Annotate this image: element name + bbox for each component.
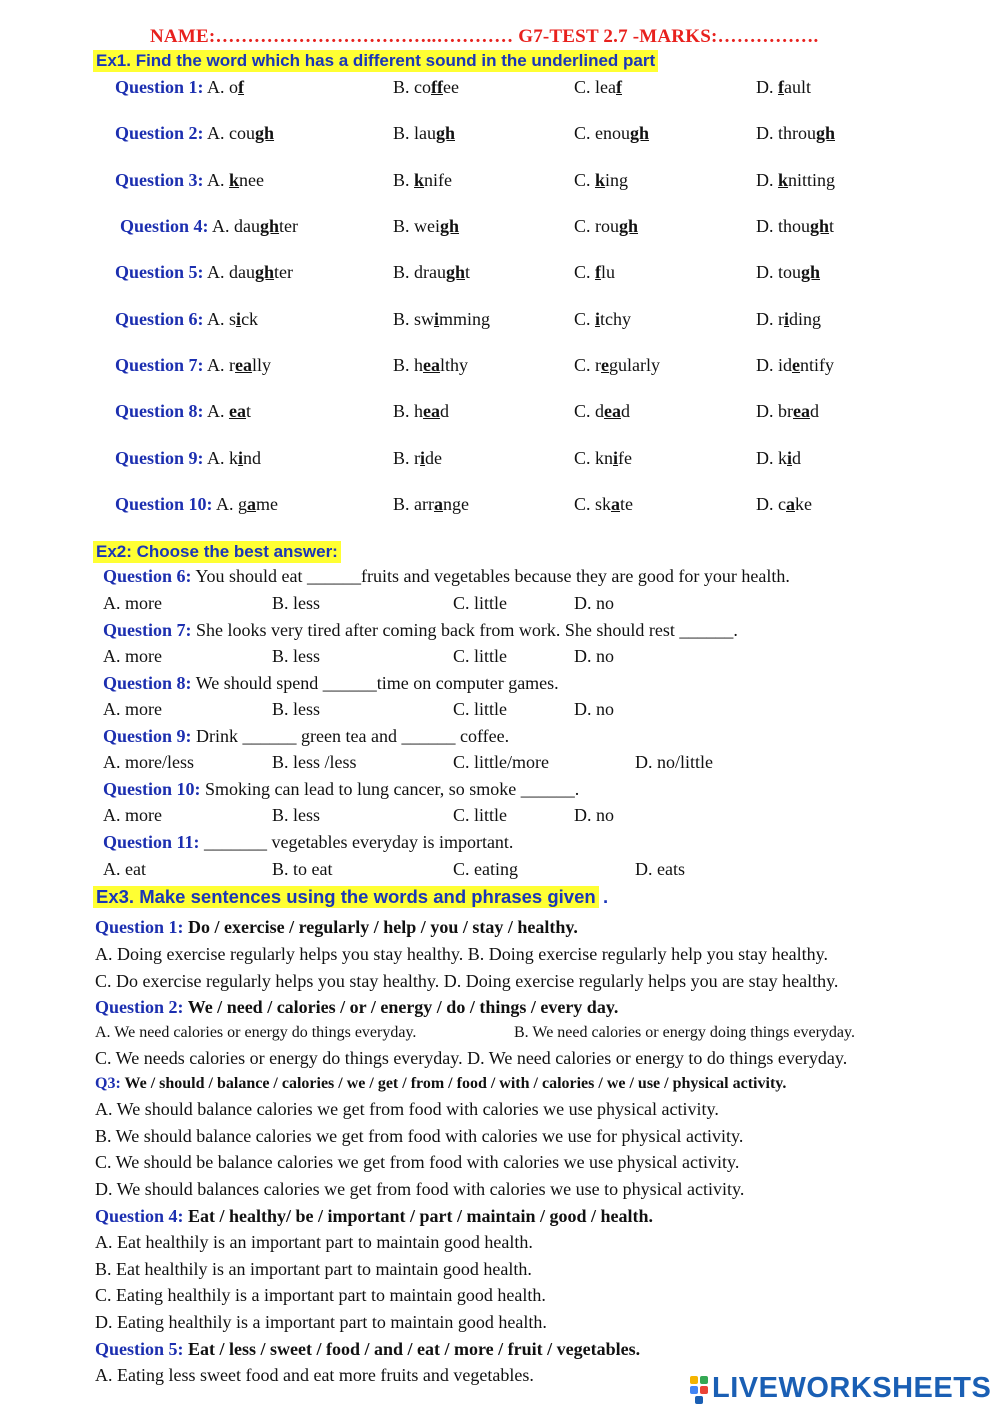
ex2-q8-option-a: A. more (103, 699, 162, 719)
ex3-question-3: Q3: We / should / balance / calories / we / get / from / food / with / calories / we / use / physical activity. (95, 1075, 787, 1092)
option-b: B. laugh (393, 123, 456, 143)
ex1-q6-option-c (574, 308, 631, 330)
ex2-q9-option-d: D. no/little (635, 752, 713, 772)
option-c: C. skate (574, 494, 634, 514)
ex3-q2-option-b: B. We need calories or energy doing things everyday. (514, 1024, 855, 1041)
ex1-q8-option-c (574, 400, 630, 422)
underlined-part: ea (229, 401, 247, 421)
ex2-question-11: Question 11: _______ vegetables everyday is important. (103, 832, 514, 852)
option-a: A. daughter (212, 216, 299, 236)
question-label: Question 9: (115, 448, 204, 468)
ex2-question-6: Question 6: You should eat ______fruits and vegetables because they are good for your health. (103, 566, 790, 586)
ex2-q7-option-b: B. less (272, 646, 321, 666)
ex3-q4-option-a: A. Eat healthily is an important part to maintain good health. (95, 1232, 533, 1252)
ex1-question-8 (115, 400, 251, 422)
ex2-q7-option-c: C. little (453, 646, 507, 666)
ex3-q3-option-c: C. We should be balance calories we get from food with calories we use physical activity. (95, 1152, 740, 1172)
ex3-question-5: Question 5: Eat / less / sweet / food / and / eat / more / fruit / vegetables. (95, 1339, 641, 1359)
exercise-1-heading: Ex1. Find the word which has a different sound in the underlined part (93, 50, 658, 72)
ex2-q8-option-d: D. no (574, 699, 614, 719)
ex2-q6-option-a: A. more (103, 593, 162, 613)
underlined-part: gh (619, 216, 639, 236)
option-c: C. knife (574, 448, 633, 468)
ex2-q10-option-a: A. more (103, 805, 162, 825)
underlined-part: gh (630, 123, 650, 143)
option-d: D. fault (756, 77, 811, 97)
exercise-3-heading: Ex3. Make sentences using the words and phrases given (93, 886, 599, 908)
option-d: D. knitting (756, 170, 836, 190)
option-c: C. king (574, 170, 629, 190)
ex2-q9-option-b: B. less /less (272, 752, 357, 772)
ex1-q5-option-c (574, 261, 615, 283)
ex1-q2-option-d (756, 122, 835, 144)
ex2-q6-option-b: B. less (272, 593, 321, 613)
ex2-q8-option-c: C. little (453, 699, 507, 719)
ex1-q4-option-c (574, 215, 638, 237)
option-a: A. daughter (207, 262, 294, 282)
liveworksheets-logo-icon (690, 1374, 710, 1404)
ex3-q2-options-cd: C. We needs calories or energy do things everyday. D. We need calories or energy to do things everyday. (95, 1048, 848, 1068)
liveworksheets-logo (690, 1372, 991, 1405)
exercise-2-heading: Ex2: Choose the best answer: (93, 541, 341, 563)
ex3-q1-options-cd: C. Do exercise regularly helps you stay healthy. D. Doing exercise regularly helps you are stay healthy. (95, 971, 839, 991)
ex2-q11-option-c: C. eating (453, 859, 518, 879)
option-b: B. coffee (393, 77, 459, 97)
ex3-q4-option-c: C. Eating healthily is a important part to maintain good health. (95, 1285, 546, 1305)
ex3-q3-option-d: D. We should balances calories we get from food with calories we use to physical activity. (95, 1179, 745, 1199)
underlined-part: a (433, 494, 443, 514)
ex1-q4-option-b (393, 215, 459, 237)
ex2-question-8: Question 8: We should spend ______time on computer games. (103, 673, 559, 693)
option-c: C. flu (574, 262, 616, 282)
underlined-part: i (434, 309, 440, 329)
option-c: C. rough (574, 216, 639, 236)
underlined-part: e (792, 355, 800, 375)
question-label: Question 8: (115, 401, 204, 421)
question-label: Question 10: (115, 494, 213, 514)
ex2-q6-option-c: C. little (453, 593, 507, 613)
ex3-q4-option-d: D. Eating healthily is a important part to maintain good health. (95, 1312, 547, 1332)
underlined-part: i (784, 309, 790, 329)
underlined-part: e (601, 355, 609, 375)
option-c: C. itchy (574, 309, 632, 329)
ex1-q3-option-c (574, 169, 628, 191)
option-b: B. swimming (393, 309, 491, 329)
underlined-part: ea (604, 401, 622, 421)
ex1-q1-option-b (393, 76, 459, 98)
underlined-part: gh (810, 216, 830, 236)
underlined-part: k (414, 170, 425, 190)
ex1-q5-option-b (393, 261, 470, 283)
ex1-q2-option-b (393, 122, 455, 144)
option-a: A. sick (207, 309, 259, 329)
ex3-q4-option-b: B. Eat healthily is an important part to maintain good health. (95, 1259, 532, 1279)
ex2-question-7: Question 7: She looks very tired after coming back from work. She should rest ______. (103, 620, 738, 640)
option-d: D. bread (756, 401, 819, 421)
ex2-q10-option-d: D. no (574, 805, 614, 825)
option-c: C. dead (574, 401, 631, 421)
ex1-question-2 (115, 122, 274, 144)
ex2-q9-option-c: C. little/more (453, 752, 549, 772)
underlined-part: ff (431, 77, 443, 97)
ex2-q11-option-b: B. to eat (272, 859, 333, 879)
ex1-q9-option-c (574, 447, 632, 469)
question-label: Question 5: (115, 262, 204, 282)
option-d: D. through (756, 123, 836, 143)
underlined-part: i (595, 309, 601, 329)
option-c: C. enough (574, 123, 650, 143)
question-label: Question 1: (115, 77, 204, 97)
underlined-part: ea (235, 355, 253, 375)
question-label: Question 7: (115, 355, 204, 375)
underlined-part: gh (436, 123, 456, 143)
underlined-part: gh (446, 262, 466, 282)
underlined-part: gh (440, 216, 460, 236)
option-d: D. thought (756, 216, 835, 236)
option-c: C. regularly (574, 355, 660, 375)
ex1-q7-option-d (756, 354, 834, 376)
underlined-part: a (247, 494, 257, 514)
ex1-question-9 (115, 447, 261, 469)
ex1-q3-option-b (393, 169, 452, 191)
option-b: B. knife (393, 170, 453, 190)
option-a: A. of (207, 77, 245, 97)
underlined-part: i (238, 448, 244, 468)
underlined-part: f (595, 262, 602, 282)
ex1-q1-option-d (756, 76, 811, 98)
ex1-q7-option-b (393, 354, 468, 376)
ex3-question-2: Question 2: We / need / calories / or / energy / do / things / every day. (95, 997, 619, 1017)
ex3-q1-options-ab: A. Doing exercise regularly helps you stay healthy. B. Doing exercise regularly help you stay healthy. (95, 944, 828, 964)
option-d: D. kid (756, 448, 802, 468)
option-a: A. knee (207, 170, 265, 190)
underlined-part: i (420, 448, 426, 468)
option-a: A. cough (207, 123, 275, 143)
option-d: D. tough (756, 262, 821, 282)
option-d: D. riding (756, 309, 822, 329)
ex1-q9-option-d (756, 447, 801, 469)
ex2-q10-option-c: C. little (453, 805, 507, 825)
option-d: D. identify (756, 355, 834, 375)
ex1-q8-option-d (756, 400, 819, 422)
underlined-part: i (236, 309, 242, 329)
ex1-q9-option-b (393, 447, 442, 469)
underlined-part: gh (255, 262, 275, 282)
option-b: B. draught (393, 262, 471, 282)
exercise-3-heading-tail: . (603, 886, 609, 907)
underlined-part: gh (801, 262, 821, 282)
question-label: Question 4: (120, 216, 209, 236)
ex1-q2-option-c (574, 122, 649, 144)
underlined-part: gh (255, 123, 275, 143)
ex1-q1-option-c (574, 76, 622, 98)
ex1-q10-option-c (574, 493, 633, 515)
option-b: B. ride (393, 448, 443, 468)
underlined-part: f (238, 77, 245, 97)
underlined-part: gh (816, 123, 836, 143)
ex2-q7-option-a: A. more (103, 646, 162, 666)
question-label: Question 6: (115, 309, 204, 329)
option-b: B. arrange (393, 494, 469, 514)
ex2-q10-option-b: B. less (272, 805, 321, 825)
ex1-q8-option-b (393, 400, 449, 422)
underlined-part: ea (793, 401, 810, 421)
question-label: Question 2: (115, 123, 204, 143)
option-b: B. healthy (393, 355, 469, 375)
ex1-question-10 (115, 493, 278, 515)
option-d: D. cake (756, 494, 812, 514)
option-b: B. head (393, 401, 450, 421)
option-a: A. kind (207, 448, 262, 468)
ex2-q8-option-b: B. less (272, 699, 321, 719)
option-a: A. game (216, 494, 279, 514)
ex1-question-3 (115, 169, 264, 191)
underlined-part: ea (423, 401, 441, 421)
page-title: NAME:……………………………..………… G7-TEST 2.7 -MARKS:……………. (150, 26, 819, 47)
underlined-part: i (613, 448, 619, 468)
ex1-q10-option-d (756, 493, 812, 515)
ex1-q6-option-b (393, 308, 490, 330)
ex1-q6-option-d (756, 308, 821, 330)
underlined-part: ea (423, 355, 441, 375)
question-label: Question 3: (115, 170, 204, 190)
ex1-question-5 (115, 261, 293, 283)
underlined-part: i (787, 448, 793, 468)
ex2-q7-option-d: D. no (574, 646, 614, 666)
underlined-part: f (616, 77, 622, 97)
ex3-q2-option-a: A. We need calories or energy do things everyday. (95, 1024, 417, 1041)
ex2-q11-option-d: D. eats (635, 859, 685, 879)
ex2-q9-option-a: A. more/less (103, 752, 194, 772)
option-c: C. leaf (574, 77, 622, 97)
ex3-q5-option-a: A. Eating less sweet food and eat more fruits and vegetables. (95, 1365, 534, 1385)
underlined-part: gh (260, 216, 280, 236)
ex3-question-1: Question 1: Do / exercise / regularly / help / you / stay / healthy. (95, 917, 578, 937)
underlined-part: a (786, 494, 795, 514)
ex1-question-4 (120, 215, 298, 237)
ex1-q4-option-d (756, 215, 834, 237)
ex2-q6-option-d: D. no (574, 593, 614, 613)
ex1-q3-option-d (756, 169, 835, 191)
underlined-part: f (778, 77, 784, 97)
ex1-question-6 (115, 308, 258, 330)
ex3-question-4: Question 4: Eat / healthy/ be / important / part / maintain / good / health. (95, 1206, 654, 1226)
option-a: A. eat (207, 401, 252, 421)
underlined-part: a (611, 494, 621, 514)
ex2-question-10: Question 10: Smoking can lead to lung cancer, so smoke ______. (103, 779, 580, 799)
ex3-q3-option-b: B. We should balance calories we get from food with calories we use for physical activity. (95, 1126, 744, 1146)
ex1-q7-option-c (574, 354, 660, 376)
liveworksheets-logo-text: LIVEWORKSHEETS (712, 1372, 992, 1404)
underlined-part: k (778, 170, 789, 190)
ex2-question-9: Question 9: Drink ______ green tea and ______ coffee. (103, 726, 510, 746)
option-a: A. really (207, 355, 272, 375)
option-b: B. weigh (393, 216, 460, 236)
underlined-part: k (229, 170, 240, 190)
ex3-q3-option-a: A. We should balance calories we get from food with calories we use physical activity. (95, 1099, 719, 1119)
ex2-q11-option-a: A. eat (103, 859, 146, 879)
ex1-question-7 (115, 354, 271, 376)
ex1-question-1 (115, 76, 244, 98)
ex1-q10-option-b (393, 493, 469, 515)
underlined-part: k (595, 170, 606, 190)
ex1-q5-option-d (756, 261, 820, 283)
